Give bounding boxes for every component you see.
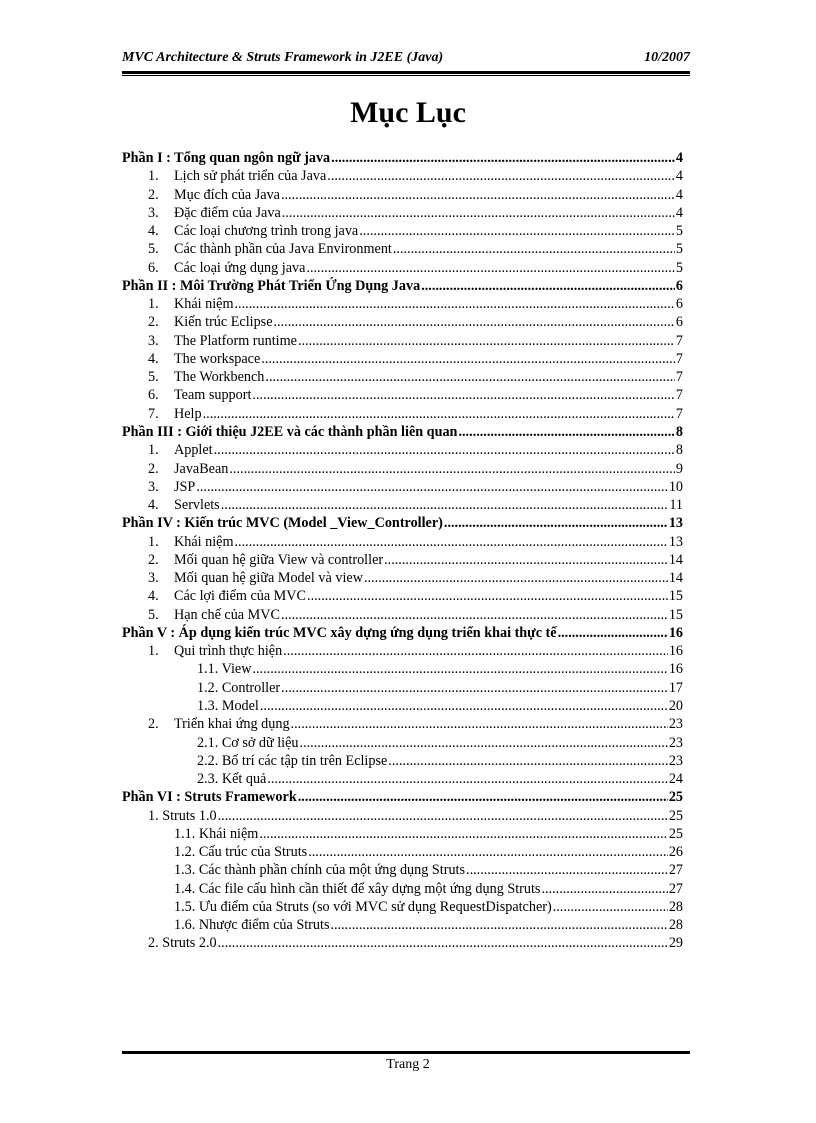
toc-entry-page: 16 [668,624,683,641]
toc-entry[interactable] [122,351,683,369]
toc-part-entry[interactable] [122,515,683,533]
footer-rule [122,1051,690,1054]
toc-entry-number: 1. [148,533,159,550]
toc-entry-number: 3. [148,204,159,221]
dot-leader [252,661,667,678]
toc-entry-label [197,698,259,715]
dot-leader [291,716,668,733]
toc-entry-label [148,241,392,258]
dot-leader [235,296,675,313]
toc-entry-label [174,826,258,843]
toc-entry[interactable] [122,168,683,186]
page-header [122,50,690,70]
toc-entry-text: Mục đích của Java [174,186,280,203]
toc-entry-label [148,808,217,825]
toc-entry[interactable] [122,461,683,479]
dot-leader [282,205,675,222]
toc-entry-label [174,917,329,934]
toc-entry-label [174,899,552,916]
toc-entry-label [148,716,290,733]
toc-entry-number: 6. [148,387,159,404]
toc-entry-page: 23 [668,752,683,769]
toc-entry-label [148,406,202,423]
toc-entry[interactable] [122,643,683,661]
toc-entry-text: 2.1. Cơ sở dữ liệu [197,734,299,751]
toc-entry-page: 6 [675,314,683,331]
toc-entry-number: 2. [148,716,159,733]
toc-entry-text: 1.1. Khái niệm [174,825,259,842]
toc-entry-page: 9 [675,460,683,477]
header-rule [122,71,690,76]
dot-leader [283,643,668,660]
toc-entry-page: 28 [668,917,683,934]
dot-leader [221,497,669,514]
toc-entry-page: 13 [668,515,683,532]
toc-part-entry[interactable] [122,789,683,807]
toc-entry-label [148,552,383,569]
dot-leader [307,588,668,605]
toc-entry-text: Các thành phần của Java Environment [174,241,392,258]
dot-leader [466,862,668,879]
toc-entry-text: Mối quan hệ giữa Model và view [174,570,363,587]
toc-entry-text: 2. Struts 2.0 [148,935,217,952]
toc-entry[interactable] [122,881,683,899]
toc-entry[interactable] [122,862,683,880]
toc-entry[interactable] [122,680,683,698]
toc-entry-label [148,351,260,368]
toc-entry-label [197,735,299,752]
toc-entry-text: Đặc điểm của Java [174,204,281,221]
toc-entry-page: 15 [668,606,683,623]
toc-entry-text: 1. Struts 1.0 [148,807,217,824]
toc-entry-page: 4 [675,204,683,221]
toc-entry-text: Kiến trúc Eclipse [174,314,273,331]
toc-entry-page: 16 [668,643,683,660]
dot-leader [331,150,675,167]
dot-leader [553,899,668,916]
toc-entry-number: 1. [148,168,159,185]
toc-entry-label [148,296,234,313]
page-number: Trang 2 [386,1057,430,1072]
toc-entry[interactable] [122,205,683,223]
dot-leader [308,844,668,861]
dot-leader [393,241,675,258]
toc-entry-page: 5 [675,241,683,258]
toc-entry-label [148,643,282,660]
toc-entry-page: 14 [668,570,683,587]
dot-leader [218,935,668,952]
toc-entry-label [174,881,540,898]
toc-entry-page: 16 [668,661,683,678]
toc-entry-number: 5. [148,606,159,623]
dot-leader [229,461,675,478]
toc-entry[interactable] [122,241,683,259]
toc-entry[interactable] [122,917,683,935]
toc-entry[interactable] [122,716,683,734]
dot-leader [330,917,667,934]
toc-entry-page: 27 [668,862,683,879]
dot-leader [541,881,667,898]
toc-entry-page: 4 [675,150,683,166]
toc-entry-text: Khái niệm [174,533,234,550]
toc-entry[interactable] [122,588,683,606]
dot-leader [364,570,668,587]
toc-entry-page: 6 [675,277,683,294]
dot-leader [260,698,668,715]
toc-entry-page: 8 [675,442,683,459]
dot-leader [327,168,675,185]
toc-entry-label [148,588,306,605]
toc-entry-text: 1.3. Các thành phần chính của một ứng dụng Struts [174,862,466,879]
toc-entry-number: 4. [148,223,159,240]
toc-entry[interactable] [122,479,683,497]
toc-entry-text: The Workbench [174,369,265,386]
toc-entry-label [122,424,457,441]
toc-entry-page: 15 [668,588,683,605]
toc-entry-page: 14 [668,551,683,568]
dot-leader [281,680,668,697]
dot-leader [444,515,668,532]
toc-entry[interactable] [122,497,683,515]
toc-entry-text: Các loại ứng dụng java [174,259,306,276]
toc-entry-text: Team support [174,387,252,404]
toc-entry-text: Help [174,405,202,422]
toc-entry-page: 4 [675,186,683,203]
dot-leader [388,753,668,770]
toc-entry[interactable] [122,753,683,771]
toc-entry-text: Servlets [174,497,220,514]
toc-entry-label [148,333,297,350]
toc-entry-number: 1. [148,442,159,459]
toc-entry-text: Qui trình thực hiện [174,643,283,660]
toc-entry[interactable] [122,534,683,552]
toc-entry-page: 5 [675,259,683,276]
toc-entry-page: 5 [675,223,683,240]
toc-entry-text: The workspace [174,350,261,367]
toc-entry-number: 4. [148,588,159,605]
toc-entry-number: 6. [148,259,159,276]
toc-entry[interactable] [122,552,683,570]
dot-leader [265,369,675,386]
toc-entry-text: 2.2. Bố trí các tập tin trên Eclipse [197,752,388,769]
toc-entry[interactable] [122,406,683,424]
dot-leader [235,534,668,551]
toc-entry-page: 4 [675,168,683,185]
toc-part-entry[interactable] [122,278,683,296]
toc-entry[interactable] [122,333,683,351]
toc-entry-label [148,461,228,478]
toc-entry-label [148,570,363,587]
toc-entry-page: 7 [675,332,683,349]
toc-entry-text: Mối quan hệ giữa View và controller [174,551,384,568]
toc-entry[interactable] [122,223,683,241]
toc-entry-page: 23 [668,734,683,751]
toc-entry-text: 1.4. Các file cấu hình cần thiết để xây dựng một ứng dụng Struts [174,880,541,897]
toc-entry-number: 4. [148,350,159,367]
toc-entry[interactable] [122,826,683,844]
toc-entry-page: 7 [675,387,683,404]
dot-leader [267,771,667,788]
toc-entry-number: 5. [148,241,159,258]
toc-entry-text: JavaBean [174,460,229,477]
toc-entry-number: 4. [148,497,159,514]
dot-leader [558,625,668,642]
toc-entry-page: 13 [668,533,683,550]
header-title: MVC Architecture & Struts Framework in J2EE (Java) [122,50,444,65]
toc-entry-text: Hạn chế của MVC [174,606,280,623]
toc-entry[interactable] [122,771,683,789]
toc-entry[interactable] [122,935,683,953]
toc-entry-number: 5. [148,369,159,386]
toc-entry-label [122,150,330,167]
toc-entry-label [148,205,281,222]
dot-leader [196,479,668,496]
toc-entry-number: 2. [148,551,159,568]
toc-entry-page: 25 [668,807,683,824]
toc-entry-label [148,187,280,204]
toc-entry-text: Triển khai ứng dụng [174,716,290,733]
toc-entry-number: 2. [148,314,159,331]
toc-entry-page: 7 [675,350,683,367]
page-title: Mục Lục [350,96,466,129]
toc-entry-label [148,534,234,551]
toc-entry-label [148,260,305,277]
toc-entry-label [148,314,273,331]
toc-entry-label [148,497,220,514]
header-date: 10/2007 [644,50,690,65]
toc-entry-number: 1. [148,643,159,660]
dot-leader [281,607,668,624]
toc-entry-number: 2. [148,460,159,477]
toc-entry-number: 3. [148,332,159,349]
toc-entry-text: 2.3. Kết quả [197,771,267,788]
dot-leader [458,424,674,441]
toc-entry-text: Các loại chương trình trong java [174,223,359,240]
toc-entry-label [174,862,465,879]
toc-entry-page: 7 [675,369,683,386]
toc-entry-text: Phần III : Giới thiệu J2EE và các thành phần liên quan [122,423,458,440]
toc-entry-page: 20 [668,697,683,714]
toc-part-entry[interactable] [122,625,683,643]
dot-leader [274,314,675,331]
toc-entry[interactable] [122,314,683,332]
toc-entry-text: Phần IV : Kiến trúc MVC (Model _View_Controller) [122,515,443,532]
toc-entry-text: 1.1. View [197,661,252,678]
toc-entry-text: The Platform runtime [174,332,297,349]
toc-entry-page: 8 [675,423,683,440]
toc-entry-text: Phần VI : Struts Framework [122,789,297,806]
toc-entry-text: 1.3. Model [197,697,259,714]
toc-entry[interactable] [122,698,683,716]
toc-entry[interactable] [122,187,683,205]
toc-entry-text: Lịch sử phát triển của Java [174,168,327,185]
toc-entry-text: JSP [174,478,196,495]
toc-entry-label [148,607,280,624]
toc-entry[interactable] [122,369,683,387]
dot-leader [306,260,675,277]
dot-leader [359,223,675,240]
dot-leader [298,333,675,350]
toc-entry-label [148,223,358,240]
toc-entry-text: 1.2. Controller [197,679,281,696]
toc-entry[interactable] [122,661,683,679]
toc-entry-label [122,278,420,295]
toc-entry-number: 7. [148,405,159,422]
toc-entry[interactable] [122,844,683,862]
dot-leader [261,351,675,368]
toc-entry-text: 1.6. Nhược điểm của Struts [174,917,330,934]
toc-entry[interactable] [122,296,683,314]
toc-entry-page: 6 [675,296,683,313]
toc-entry-page: 27 [668,880,683,897]
dot-leader [203,406,675,423]
toc-entry-text: 1.2. Cấu trúc của Struts [174,844,308,861]
toc-entry-number: 2. [148,186,159,203]
dot-leader [298,789,668,806]
toc-entry-text: Phần V : Áp dụng kiến trúc MVC xây dựng ứng dụng triển khai thực tế [122,624,557,641]
toc-entry-label [174,844,307,861]
toc-entry[interactable] [122,607,683,625]
toc-entry-page: 25 [668,825,683,842]
toc-entry-label [197,771,266,788]
toc-entry-page: 17 [668,679,683,696]
dot-leader [214,442,675,459]
toc-entry-page: 10 [668,478,683,495]
toc-entry-text: Các lợi điểm của MVC [174,588,307,605]
toc-part-entry[interactable] [122,424,683,442]
toc-entry[interactable] [122,570,683,588]
dot-leader [252,387,674,404]
toc-entry-number: 3. [148,570,159,587]
toc-entry[interactable] [122,735,683,753]
toc-entry-label [148,935,217,952]
dot-leader [218,808,668,825]
toc-entry-page: 11 [669,497,683,514]
dot-leader [300,735,668,752]
toc-entry-label [148,168,326,185]
toc-part-entry[interactable] [122,150,683,168]
toc-entry-number: 1. [148,296,159,313]
toc-entry-label [122,515,443,532]
toc-entry-label [122,789,297,806]
toc-entry-text: 1.5. Ưu điểm của Struts (so với MVC sử dụng RequestDispatcher) [174,898,552,915]
toc-entry-label [197,661,251,678]
toc-entry-text: Applet [174,442,213,459]
toc-entry-label [197,753,387,770]
toc-entry-label [148,369,264,386]
toc-entry-page: 7 [675,405,683,422]
toc-entry-label [148,387,251,404]
toc-entry-label [148,479,195,496]
toc-entry-text: Phần II : Môi Trường Phát Triển Ứng Dụng Java [122,277,421,294]
toc-entry-label [148,442,213,459]
toc-entry-page: 23 [668,716,683,733]
toc-entry-text: Phần I : Tổng quan ngôn ngữ java [122,150,331,166]
toc-entry[interactable] [122,387,683,405]
toc-entry-text: Khái niệm [174,296,234,313]
table-of-contents [122,150,683,954]
dot-leader [421,278,675,295]
toc-entry[interactable] [122,899,683,917]
toc-entry-page: 26 [668,844,683,861]
toc-entry-label [122,625,557,642]
toc-entry-page: 24 [668,771,683,788]
toc-entry[interactable] [122,442,683,460]
toc-entry-page: 25 [668,789,683,806]
toc-entry[interactable] [122,260,683,278]
toc-entry-number: 3. [148,478,159,495]
toc-entry[interactable] [122,808,683,826]
dot-leader [384,552,668,569]
dot-leader [281,187,675,204]
toc-entry-page: 29 [668,935,683,952]
dot-leader [259,826,667,843]
toc-entry-label [197,680,280,697]
toc-entry-page: 28 [668,898,683,915]
